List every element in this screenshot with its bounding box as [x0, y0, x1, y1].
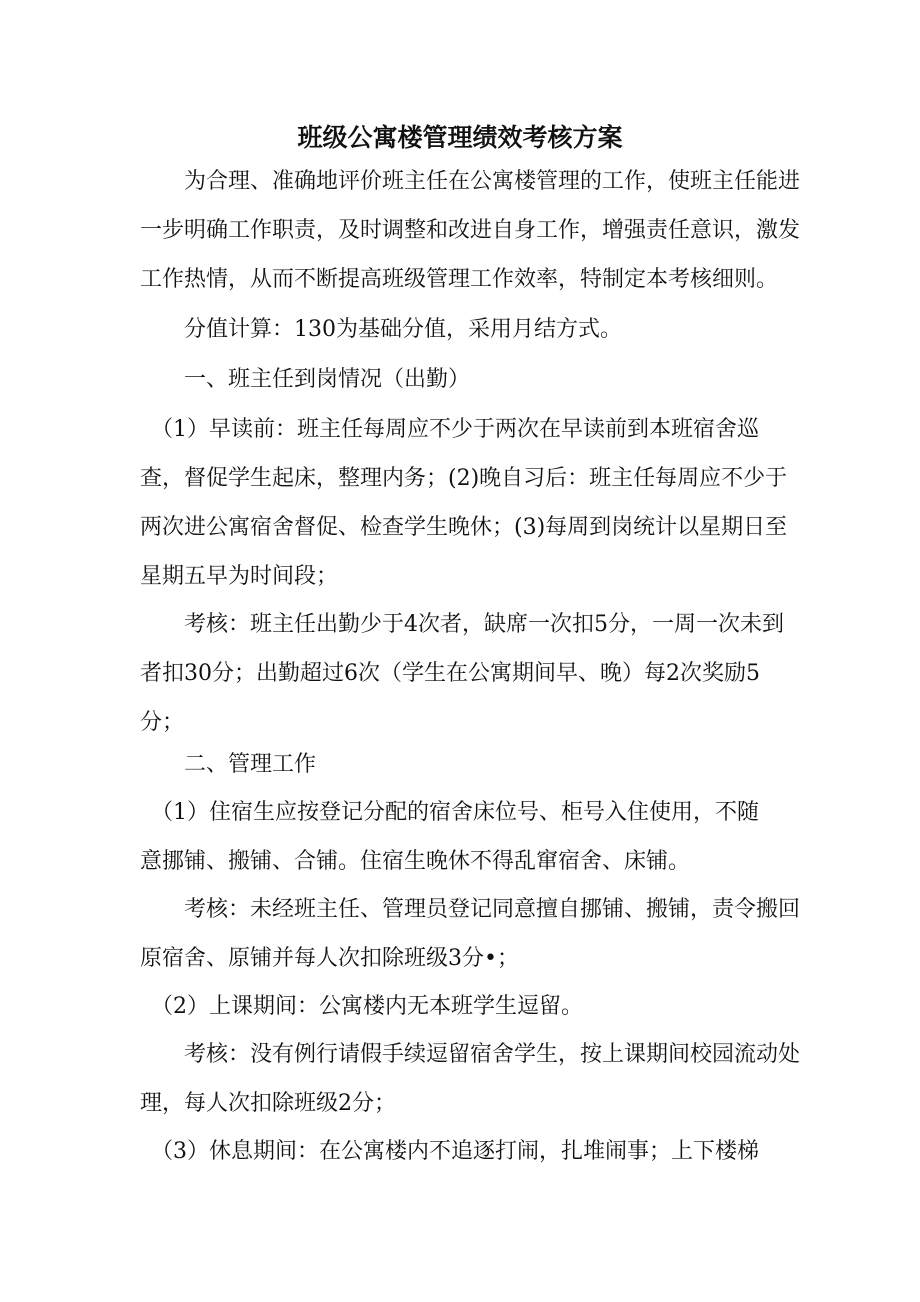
class-time-assessment-paragraph: 考核：没有例行请假手续逗留宿舍学生，按上课期间校园流动处 理，每人次扣除班级2分；	[140, 1042, 801, 1116]
class-time-paragraph: （2）上课期间：公寓楼内无本班学生逗留。	[140, 994, 583, 1019]
score-calculation-paragraph: 分值计算：130为基础分值，采用月结方式。	[140, 317, 622, 342]
rest-time-paragraph: （3）休息期间：在公寓楼内不追逐打闹，扎堆闹事；上下楼梯	[140, 1139, 759, 1164]
attendance-assessment-paragraph: 考核：班主任出勤少于4次者，缺席一次扣5分，一周一次未到 者扣30分；出勤超过6次（学生在公寓期间早、晚）每2次奖励5 分；	[140, 612, 784, 735]
bed-assessment-paragraph: 考核：未经班主任、管理员登记同意擅自挪铺、搬铺，责令搬回 原宿舍、原铺并每人次扣除班级3分•；	[140, 897, 801, 971]
document-title: 班级公寓楼管理绩效考核方案	[297, 123, 623, 152]
attendance-rules-paragraph: （1）早读前：班主任每周应不少于两次在早读前到本班宿舍巡 查，督促学生起床，整理内务；(2)晚自习后：班主任每周应不少于 两次进公寓宿舍督促、检查学生晚休；(3)每周到岗统计以星期日至 星期五早为时间段；	[140, 417, 788, 589]
section-1-heading: 一、班主任到岗情况（出勤）	[140, 367, 471, 392]
section-2-heading: 二、管理工作	[140, 752, 317, 777]
bed-assignment-paragraph: （1）住宿生应按登记分配的宿舍床位号、柜号入住使用，不随 意挪铺、搬铺、合铺。住宿生晚休不得乱窜宿舍、床铺。	[140, 800, 759, 874]
intro-paragraph: 为合理、准确地评价班主任在公寓楼管理的工作，使班主任能进 一步明确工作职责，及时调整和改进自身工作，增强责任意识，激发 工作热情，从而不断提高班级管理工作效率，特制定本考核细则。	[140, 169, 801, 292]
